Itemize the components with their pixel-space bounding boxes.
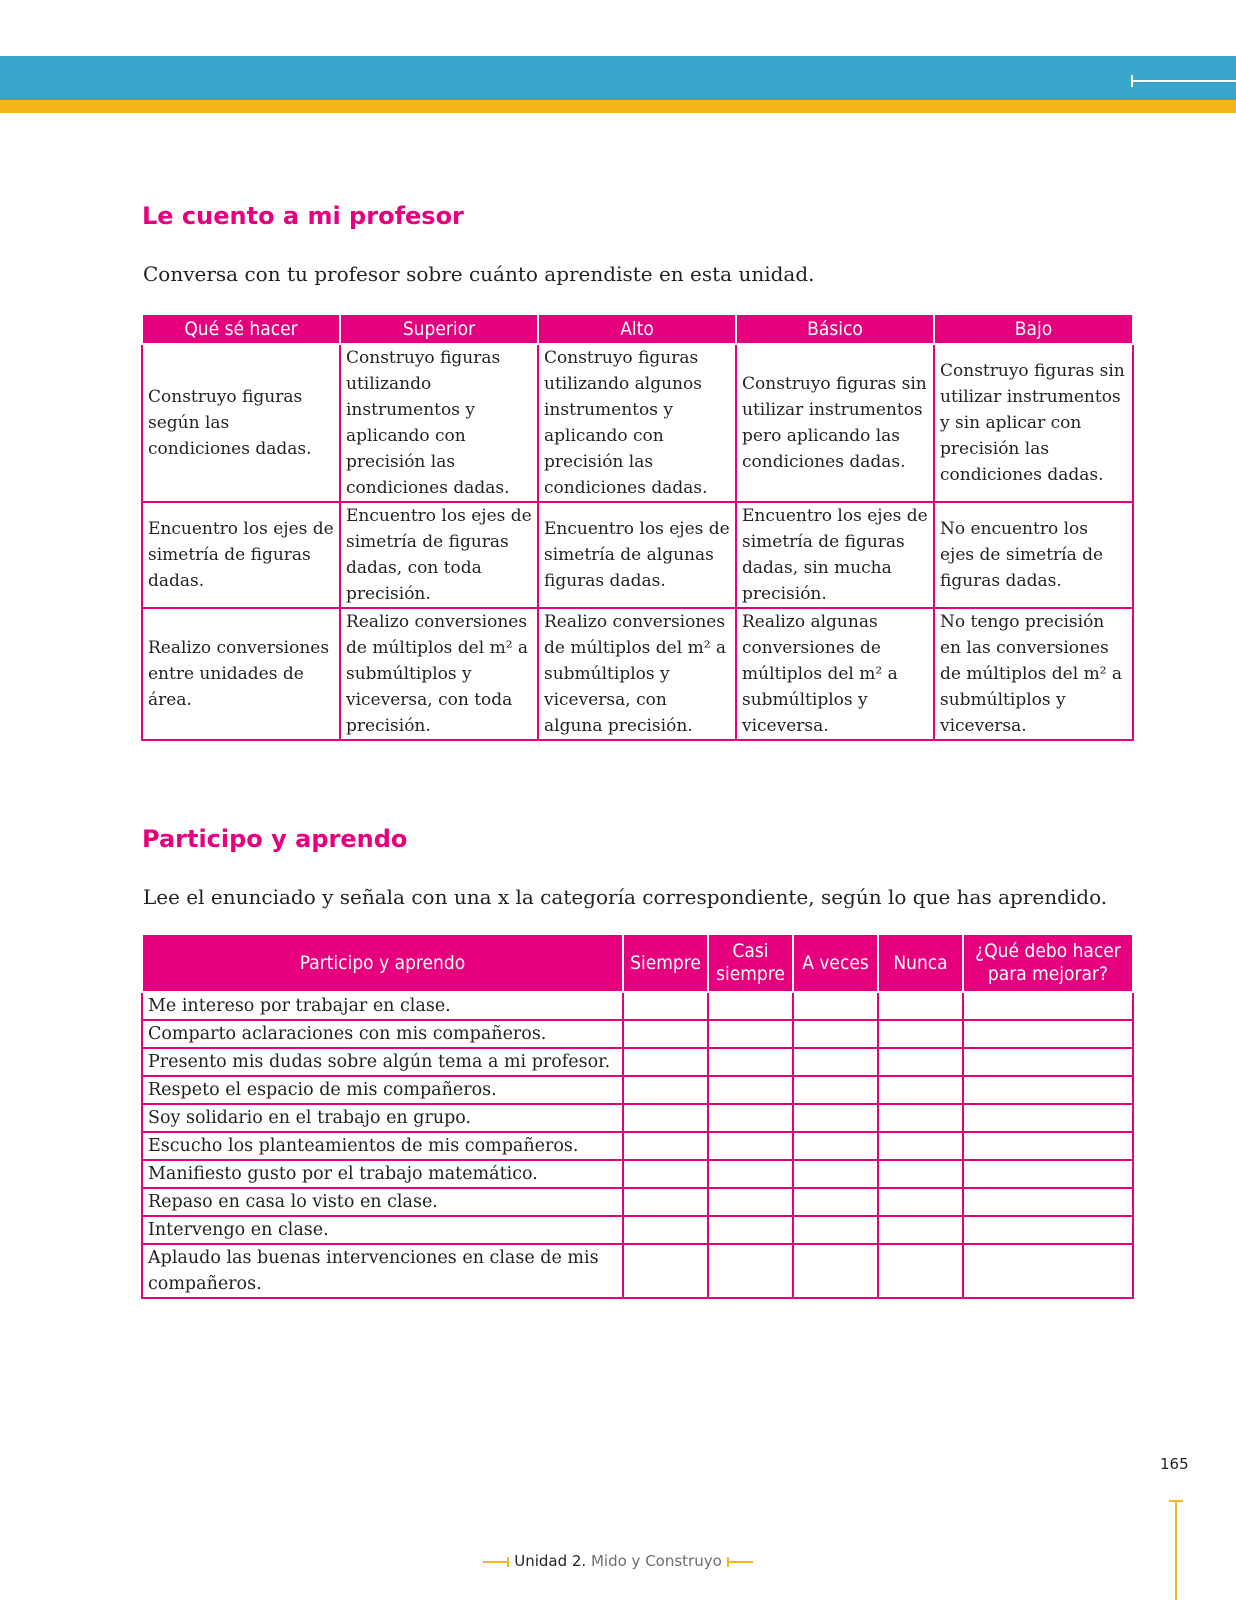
nunca-cell[interactable] xyxy=(878,1216,963,1244)
statement-cell: Comparto aclaraciones con mis compañeros. xyxy=(142,1020,623,1048)
rubric-col-skill: Qué sé hacer xyxy=(142,314,340,344)
footer-unit-name: Mido y Construyo xyxy=(590,1552,722,1570)
casi-siempre-cell[interactable] xyxy=(708,1076,793,1104)
footer-dash-right xyxy=(727,1561,753,1563)
casi-siempre-cell[interactable] xyxy=(708,1104,793,1132)
header-stripe xyxy=(0,100,1236,113)
nunca-cell[interactable] xyxy=(878,1048,963,1076)
rubric-alto-cell: Encuentro los ejes de simetría de algunas figuras dadas. xyxy=(538,502,736,608)
siempre-cell[interactable] xyxy=(623,1132,708,1160)
siempre-cell[interactable] xyxy=(623,992,708,1020)
siempre-cell[interactable] xyxy=(623,1104,708,1132)
casi-siempre-cell[interactable] xyxy=(708,1244,793,1298)
statement-cell: Aplaudo las buenas intervenciones en clase de mis compañeros. xyxy=(142,1244,623,1298)
rubric-col-basico: Básico xyxy=(736,314,934,344)
participation-col-mejorar: ¿Qué debo hacer para mejorar? xyxy=(963,934,1133,992)
a-veces-cell[interactable] xyxy=(793,1216,878,1244)
section2-title: Participo y aprendo xyxy=(142,825,408,853)
statement-cell: Intervengo en clase. xyxy=(142,1216,623,1244)
mejorar-cell[interactable] xyxy=(963,1020,1133,1048)
rubric-alto-cell: Realizo conversiones de múltiplos del m² a submúltiplos y viceversa, con alguna precisión. xyxy=(538,608,736,740)
participation-row xyxy=(142,1216,1133,1244)
mejorar-cell[interactable] xyxy=(963,1076,1133,1104)
nunca-cell[interactable] xyxy=(878,1188,963,1216)
participation-row xyxy=(142,1104,1133,1132)
a-veces-cell[interactable] xyxy=(793,1104,878,1132)
nunca-cell[interactable] xyxy=(878,1076,963,1104)
mejorar-cell[interactable] xyxy=(963,992,1133,1020)
casi-siempre-cell[interactable] xyxy=(708,1160,793,1188)
statement-cell: Escucho los planteamientos de mis compañeros. xyxy=(142,1132,623,1160)
rubric-bajo-cell: No encuentro los ejes de simetría de figuras dadas. xyxy=(934,502,1133,608)
participation-row xyxy=(142,1132,1133,1160)
page-number: 165 xyxy=(1160,1455,1189,1473)
participation-row xyxy=(142,1244,1133,1298)
rubric-superior-cell: Realizo conversiones de múltiplos del m² a submúltiplos y viceversa, con toda precisión. xyxy=(340,608,538,740)
rubric-row xyxy=(142,608,1133,740)
participation-col-casi-siempre: Casi siempre xyxy=(708,934,793,992)
footer xyxy=(0,1552,1236,1570)
footer-dash-left xyxy=(483,1561,509,1563)
a-veces-cell[interactable] xyxy=(793,1048,878,1076)
rubric-skill-cell: Realizo conversiones entre unidades de área. xyxy=(142,608,340,740)
participation-row xyxy=(142,1076,1133,1104)
participation-row xyxy=(142,1188,1133,1216)
participation-row xyxy=(142,1160,1133,1188)
statement-cell: Respeto el espacio de mis compañeros. xyxy=(142,1076,623,1104)
nunca-cell[interactable] xyxy=(878,1020,963,1048)
participation-col-siempre: Siempre xyxy=(623,934,708,992)
rubric-col-superior: Superior xyxy=(340,314,538,344)
casi-siempre-cell[interactable] xyxy=(708,1020,793,1048)
nunca-cell[interactable] xyxy=(878,1132,963,1160)
side-marker-line xyxy=(1175,1500,1177,1600)
section1-title: Le cuento a mi profesor xyxy=(142,202,464,230)
rubric-basico-cell: Realizo algunas conversiones de múltiplos del m² a submúltiplos y viceversa. xyxy=(736,608,934,740)
nunca-cell[interactable] xyxy=(878,1160,963,1188)
siempre-cell[interactable] xyxy=(623,1076,708,1104)
casi-siempre-cell[interactable] xyxy=(708,1048,793,1076)
siempre-cell[interactable] xyxy=(623,1244,708,1298)
siempre-cell[interactable] xyxy=(623,1048,708,1076)
footer-unit: Unidad 2. xyxy=(514,1552,587,1570)
participation-header-row xyxy=(142,934,1133,992)
siempre-cell[interactable] xyxy=(623,1020,708,1048)
rubric-superior-cell: Construyo figuras utilizando instrumentos y aplicando con precisión las condiciones dadas. xyxy=(340,344,538,502)
rubric-basico-cell: Construyo figuras sin utilizar instrumentos pero aplicando las condiciones dadas. xyxy=(736,344,934,502)
statement-cell: Repaso en casa lo visto en clase. xyxy=(142,1188,623,1216)
casi-siempre-cell[interactable] xyxy=(708,1132,793,1160)
rubric-skill-cell: Construyo figuras según las condiciones dadas. xyxy=(142,344,340,502)
mejorar-cell[interactable] xyxy=(963,1048,1133,1076)
a-veces-cell[interactable] xyxy=(793,1076,878,1104)
rubric-col-alto: Alto xyxy=(538,314,736,344)
section1-instructions: Conversa con tu profesor sobre cuánto aprendiste en esta unidad. xyxy=(143,262,815,286)
rubric-row xyxy=(142,344,1133,502)
statement-cell: Manifiesto gusto por el trabajo matemático. xyxy=(142,1160,623,1188)
a-veces-cell[interactable] xyxy=(793,1132,878,1160)
casi-siempre-cell[interactable] xyxy=(708,1216,793,1244)
statement-cell: Me intereso por trabajar en clase. xyxy=(142,992,623,1020)
participation-col-a-veces: A veces xyxy=(793,934,878,992)
a-veces-cell[interactable] xyxy=(793,1188,878,1216)
siempre-cell[interactable] xyxy=(623,1160,708,1188)
rubric-table xyxy=(141,313,1134,741)
siempre-cell[interactable] xyxy=(623,1216,708,1244)
participation-table xyxy=(141,933,1134,1299)
rubric-bajo-cell: Construyo figuras sin utilizar instrumentos y sin aplicar con precisión las condiciones dadas. xyxy=(934,344,1133,502)
casi-siempre-cell[interactable] xyxy=(708,992,793,1020)
header-marker-line xyxy=(1133,80,1236,82)
rubric-skill-cell: Encuentro los ejes de simetría de figuras dadas. xyxy=(142,502,340,608)
mejorar-cell[interactable] xyxy=(963,1104,1133,1132)
mejorar-cell[interactable] xyxy=(963,1216,1133,1244)
participation-row xyxy=(142,1048,1133,1076)
mejorar-cell[interactable] xyxy=(963,1244,1133,1298)
a-veces-cell[interactable] xyxy=(793,1160,878,1188)
participation-col-nunca: Nunca xyxy=(878,934,963,992)
siempre-cell[interactable] xyxy=(623,1188,708,1216)
section2-instructions: Lee el enunciado y señala con una x la categoría correspondiente, según lo que has aprendido. xyxy=(143,885,1108,909)
participation-row xyxy=(142,1020,1133,1048)
mejorar-cell[interactable] xyxy=(963,1160,1133,1188)
rubric-basico-cell: Encuentro los ejes de simetría de figuras dadas, sin mucha precisión. xyxy=(736,502,934,608)
nunca-cell[interactable] xyxy=(878,992,963,1020)
mejorar-cell[interactable] xyxy=(963,1188,1133,1216)
a-veces-cell[interactable] xyxy=(793,1020,878,1048)
mejorar-cell[interactable] xyxy=(963,1132,1133,1160)
rubric-col-bajo: Bajo xyxy=(934,314,1133,344)
nunca-cell[interactable] xyxy=(878,1244,963,1298)
nunca-cell[interactable] xyxy=(878,1104,963,1132)
rubric-bajo-cell: No tengo precisión en las conversiones de múltiplos del m² a submúltiplos y viceversa. xyxy=(934,608,1133,740)
rubric-superior-cell: Encuentro los ejes de simetría de figuras dadas, con toda precisión. xyxy=(340,502,538,608)
rubric-alto-cell: Construyo figuras utilizando algunos instrumentos y aplicando con precisión las condiciones dadas. xyxy=(538,344,736,502)
rubric-header-row xyxy=(142,314,1133,344)
participation-col-statement: Participo y aprendo xyxy=(142,934,623,992)
statement-cell: Soy solidario en el trabajo en grupo. xyxy=(142,1104,623,1132)
casi-siempre-cell[interactable] xyxy=(708,1188,793,1216)
header-bar xyxy=(0,56,1236,100)
participation-row xyxy=(142,992,1133,1020)
statement-cell: Presento mis dudas sobre algún tema a mi profesor. xyxy=(142,1048,623,1076)
rubric-row xyxy=(142,502,1133,608)
a-veces-cell[interactable] xyxy=(793,992,878,1020)
a-veces-cell[interactable] xyxy=(793,1244,878,1298)
